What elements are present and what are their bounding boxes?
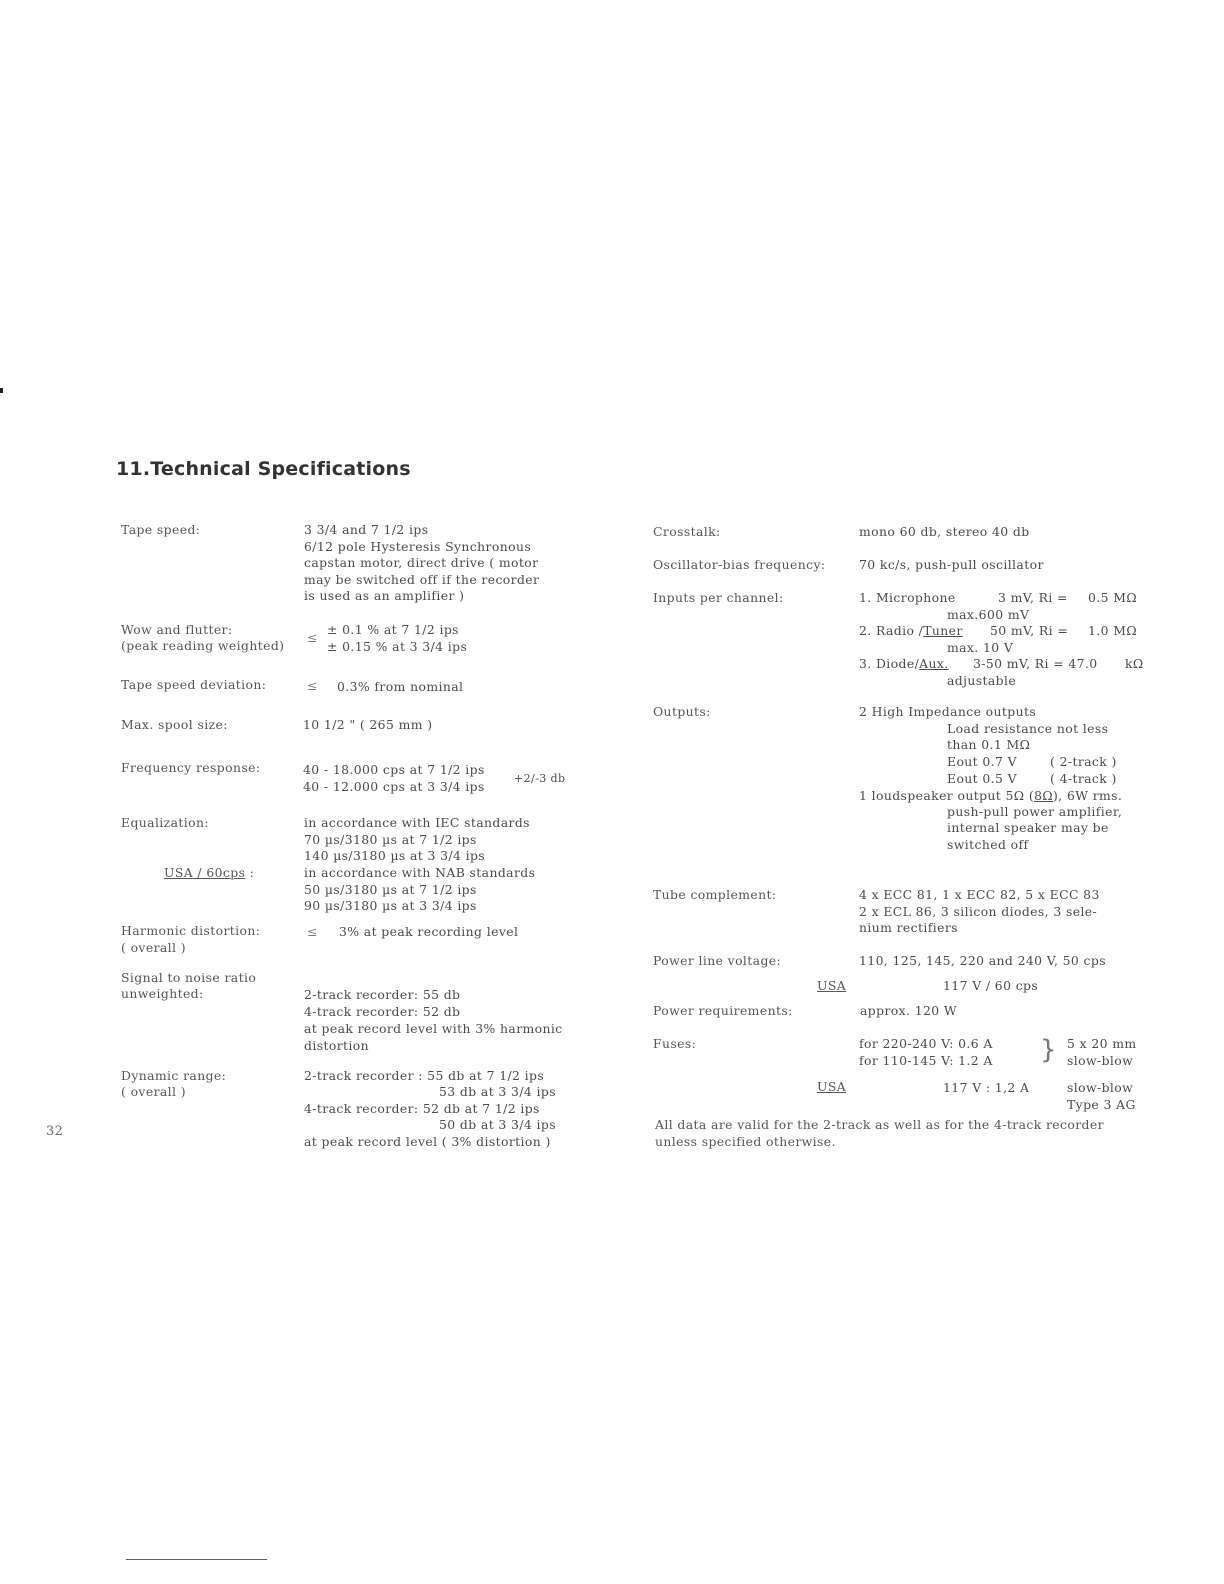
tuner-label: Tuner	[923, 623, 963, 638]
tubes-label: Tube complement:	[653, 887, 777, 902]
note-line: unless specified otherwise.	[655, 1133, 836, 1149]
brace-icon: }	[1040, 1035, 1057, 1065]
snr-sublabel: unweighted:	[121, 986, 204, 1001]
deviation-value: 0.3% from nominal	[337, 679, 464, 694]
power-line-value: 110, 125, 145, 220 and 240 V, 50 cps	[859, 953, 1106, 968]
frequency-value-2: 40 - 12.000 cps at 3 3/4 ips	[303, 779, 485, 794]
iec-line: in accordance with IEC standards	[304, 815, 530, 830]
harmonic-sublabel: ( overall )	[121, 940, 186, 955]
deviation-label: Tape speed deviation:	[121, 677, 267, 692]
input-1-name: 1. Microphone	[859, 590, 956, 605]
snr-line: 2-track recorder: 55 db	[304, 987, 461, 1002]
equalization-label: Equalization:	[121, 815, 209, 830]
input-1-level: 3 mV, Ri =	[998, 590, 1068, 605]
spool-label: Max. spool size:	[121, 717, 228, 732]
less-equal-symbol: ≤	[307, 678, 318, 693]
tubes-line: 2 x ECL 86, 3 silicon diodes, 3 sele-	[859, 903, 1098, 919]
power-req-value: approx. 120 W	[860, 1003, 958, 1018]
speaker-output: 1 loudspeaker output 5Ω (	[859, 788, 1035, 803]
less-equal-symbol: ≤	[307, 924, 318, 939]
iec-block	[304, 815, 530, 865]
speaker-impedance: 8Ω	[1034, 788, 1054, 803]
snr-line: at peak record level with 3% harmonic	[304, 1021, 563, 1036]
page-title: 11.Technical Specifications	[116, 458, 411, 480]
tape-speed-label: Tape speed:	[121, 522, 201, 537]
power-line-label: Power line voltage:	[653, 953, 782, 968]
page-number: 32	[46, 1124, 64, 1139]
outputs-line-4b: ( 2-track )	[1050, 754, 1117, 769]
spool-value: 10 1/2 " ( 265 mm )	[303, 717, 433, 732]
stray-mark	[0, 388, 3, 393]
input-2-prefix: 2. Radio /	[859, 623, 924, 638]
input-3-prefix: 3. Diode/	[859, 656, 920, 671]
dynamic-line-3: 4-track recorder: 52 db at 7 1/2 ips	[304, 1101, 540, 1116]
tubes-line: nium rectifiers	[859, 920, 958, 935]
input-2-ri: 1.0 MΩ	[1088, 623, 1138, 638]
input-1-ri: 0.5 MΩ	[1088, 590, 1138, 605]
iec-line: 70 µs/3180 µs at 7 1/2 ips	[304, 831, 477, 847]
outputs-line-4a: Eout 0.7 V	[947, 754, 1017, 769]
fuse-type: slow-blow	[1067, 1053, 1134, 1068]
iec-line: 140 µs/3180 µs at 3 3/4 ips	[304, 848, 486, 863]
input-2-name	[859, 623, 963, 640]
usa-equalization-label	[164, 865, 254, 882]
input-3-adjustable: adjustable	[947, 673, 1017, 688]
oscillator-label: Oscillator-bias frequency:	[653, 557, 826, 572]
snr-values	[304, 986, 563, 1054]
colon: :	[249, 865, 255, 880]
power-line-usa: USA	[817, 978, 847, 993]
frequency-label: Frequency response:	[121, 760, 261, 775]
fuses-label: Fuses:	[653, 1036, 697, 1051]
dynamic-line-1: 2-track recorder : 55 db at 7 1/2 ips	[304, 1068, 545, 1083]
nab-line: in accordance with NAB standards	[304, 865, 536, 880]
dynamic-sublabel: ( overall )	[121, 1084, 186, 1099]
footer-rule	[126, 1559, 267, 1560]
tape-speed-line: is used as an amplifier )	[304, 588, 465, 603]
fuses-usa-value: 117 V : 1,2 A	[943, 1080, 1030, 1095]
outputs-line-6	[859, 788, 1122, 805]
validity-note	[655, 1117, 1104, 1150]
input-3-ri-unit: kΩ	[1125, 656, 1144, 671]
dynamic-label: Dynamic range:	[121, 1068, 227, 1083]
power-line-usa-value: 117 V / 60 cps	[943, 978, 1039, 993]
outputs-line-1: 2 High Impedance outputs	[859, 704, 1037, 719]
fuses-usa-type-2: Type 3 AG	[1067, 1097, 1136, 1112]
snr-label: Signal to noise ratio	[121, 970, 257, 985]
oscillator-value: 70 kc/s, push-pull oscillator	[859, 557, 1044, 572]
outputs-line-9: switched off	[947, 837, 1029, 852]
dynamic-line-5: at peak record level ( 3% distortion )	[304, 1134, 551, 1149]
snr-line: 4-track recorder: 52 db	[304, 1004, 461, 1019]
tubes-values	[859, 887, 1100, 937]
snr-line: distortion	[304, 1038, 369, 1053]
harmonic-label: Harmonic distortion:	[121, 923, 261, 938]
outputs-line-5a: Eout 0.5 V	[947, 771, 1017, 786]
crosstalk-value: mono 60 db, stereo 40 db	[859, 524, 1030, 539]
fuses-usa: USA	[817, 1079, 847, 1094]
fuses-usa-type-1: slow-blow	[1067, 1080, 1134, 1095]
nab-line: 50 µs/3180 µs at 7 1/2 ips	[304, 881, 477, 897]
aux-label: Aux.	[919, 656, 949, 671]
harmonic-value: 3% at peak recording level	[339, 924, 519, 939]
crosstalk-label: Crosstalk:	[653, 524, 721, 539]
inputs-label: Inputs per channel:	[653, 590, 784, 605]
tape-speed-line: may be switched off if the recorder	[304, 571, 540, 587]
input-3-level: 3-50 mV, Ri = 47.0	[973, 656, 1098, 671]
input-2-level: 50 mV, Ri =	[990, 623, 1069, 638]
usa-60cps: USA / 60cps	[164, 865, 246, 880]
outputs-label: Outputs:	[653, 704, 711, 719]
wow-flutter-sublabel: (peak reading weighted)	[121, 638, 285, 653]
dynamic-line-4: 50 db at 3 3/4 ips	[439, 1117, 556, 1132]
tape-speed-line: 3 3/4 and 7 1/2 ips	[304, 522, 429, 537]
outputs-line-3: than 0.1 MΩ	[947, 737, 1031, 752]
outputs-line-7: push-pull power amplifier,	[947, 804, 1123, 819]
wow-value-2: ± 0.15 % at 3 3/4 ips	[327, 639, 468, 654]
frequency-tolerance: +2/-3 db	[514, 772, 566, 785]
outputs-line-5b: ( 4-track )	[1050, 771, 1117, 786]
fuse-line-2: for 110-145 V: 1.2 A	[859, 1053, 993, 1068]
nab-block	[304, 865, 535, 915]
input-3-name	[859, 656, 949, 673]
input-1-max: max.600 mV	[947, 607, 1030, 622]
fuse-size: 5 x 20 mm	[1067, 1036, 1137, 1051]
outputs-line-8: internal speaker may be	[947, 820, 1109, 835]
fuse-line-1: for 220-240 V: 0.6 A	[859, 1036, 993, 1051]
tape-speed-line: 6/12 pole Hysteresis Synchronous	[304, 538, 532, 554]
power-req-label: Power requirements:	[653, 1003, 793, 1018]
tape-speed-value	[304, 522, 539, 605]
note-line: All data are valid for the 2-track as well as for the 4-track recorder	[655, 1117, 1104, 1132]
frequency-value-1: 40 - 18.000 cps at 7 1/2 ips	[303, 762, 485, 777]
dynamic-line-2: 53 db at 3 3/4 ips	[439, 1084, 556, 1099]
tape-speed-line: capstan motor, direct drive ( motor	[304, 555, 539, 570]
wow-value-1: ± 0.1 % at 7 1/2 ips	[327, 622, 459, 637]
outputs-line-2: Load resistance not less	[947, 721, 1109, 736]
input-2-max: max. 10 V	[947, 640, 1014, 655]
tubes-line: 4 x ECC 81, 1 x ECC 82, 5 x ECC 83	[859, 887, 1100, 902]
less-equal-symbol: ≤	[307, 630, 318, 645]
speaker-power: ), 6W rms.	[1053, 788, 1123, 803]
wow-flutter-label: Wow and flutter:	[121, 622, 233, 637]
nab-line: 90 µs/3180 µs at 3 3/4 ips	[304, 898, 477, 913]
